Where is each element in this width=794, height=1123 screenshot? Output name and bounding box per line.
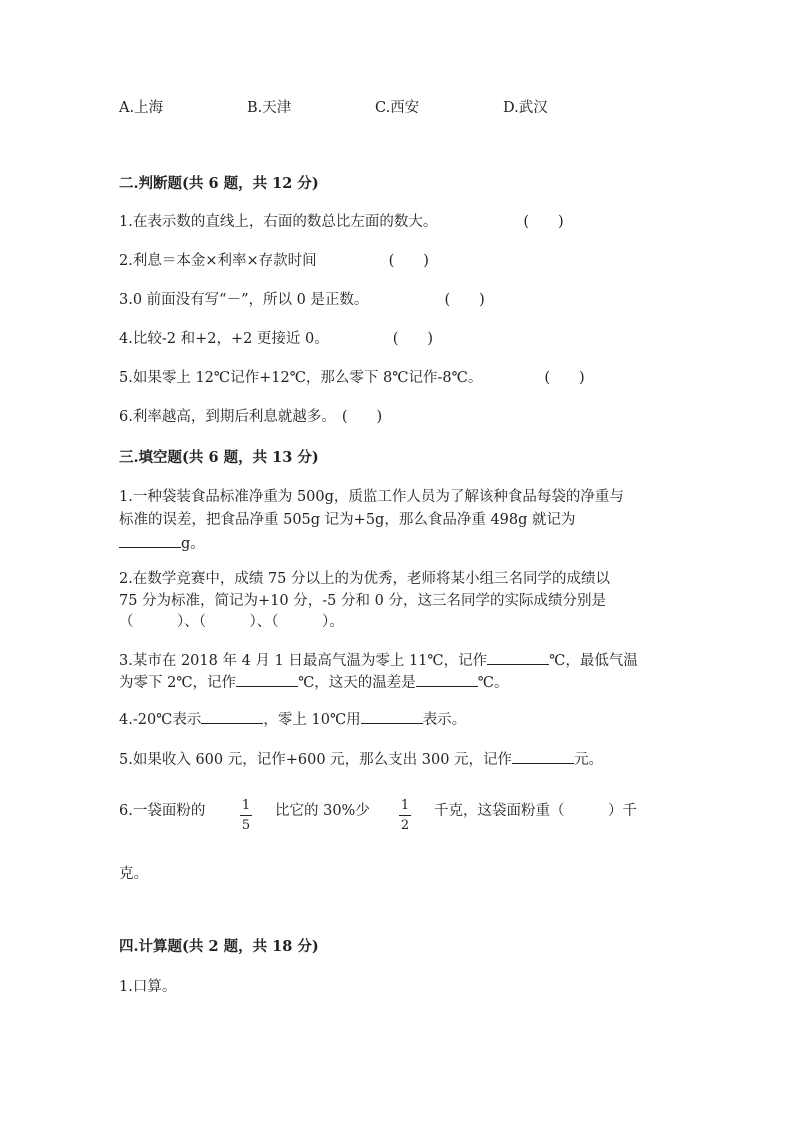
option-d: D.武汉	[503, 100, 548, 116]
option-c: C.西安	[375, 100, 420, 116]
fill-q1-unit: g。	[181, 536, 205, 552]
fraction-1-numerator: 1	[241, 798, 251, 813]
fraction-2-denominator: 2	[400, 818, 410, 833]
judge-question-2	[119, 251, 429, 271]
fill-q3-text-a: 3.某市在 2018 年 4 月 1 日最高气温为零上 11℃，记作	[119, 653, 488, 669]
fill-q4-blank-1	[201, 709, 263, 724]
fill-q1-line1: 1.一种袋装食品标准净重为 500g，质监工作人员为了解该种食品每袋的净重与	[119, 489, 624, 505]
fill-q3-line1	[119, 650, 638, 671]
fill-q4-text-b: ，零上 10℃用	[263, 712, 361, 728]
option-b: B.天津	[247, 100, 292, 116]
fill-q2-line1: 2.在数学竞赛中，成绩 75 分以上的为优秀，老师将某小组三名同学的成绩以	[119, 571, 611, 587]
fill-q3-blank-2	[236, 672, 298, 687]
fill-q1-blank	[119, 533, 181, 548]
judge-question-6-text: 6.利率越高，到期后利息就越多。	[119, 409, 336, 425]
fill-q3-line2	[119, 672, 509, 693]
fill-q1-line3	[119, 533, 205, 554]
section-2-title: 二.判断题(共 6 题，共 12 分)	[119, 175, 319, 192]
fill-q3-text-e: ℃。	[477, 675, 509, 691]
judge-question-2-text: 2.利息＝本金×利率×存款时间	[119, 253, 317, 269]
fill-q4	[119, 709, 466, 730]
section-4-title: 四.计算题(共 2 题，共 18 分)	[119, 938, 319, 955]
fill-q5-text-a: 5.如果收入 600 元，记作+600 元，那么支出 300 元，记作	[119, 752, 513, 768]
judge-question-2-paren: ( )	[388, 253, 429, 269]
fraction-1-bar	[240, 815, 252, 816]
judge-question-5-paren: ( )	[544, 370, 585, 386]
fill-q5	[119, 749, 603, 770]
fill-q4-text-a: 4.-20℃表示	[119, 712, 202, 728]
section-3-title: 三.填空题(共 6 题，共 13 分)	[119, 449, 319, 466]
judge-question-1	[119, 212, 564, 232]
judge-question-6-paren: ( )	[341, 409, 383, 425]
fill-q5-text-b: 元。	[574, 752, 604, 768]
fraction-2-numerator: 1	[400, 798, 410, 813]
judge-question-5-text: 5.如果零上 12℃记作+12℃，那么零下 8℃记作-8℃。	[119, 370, 483, 386]
fill-q3-text-d: ℃，这天的温差是	[298, 675, 416, 691]
fill-q3-blank-1	[487, 650, 549, 665]
judge-question-1-paren: ( )	[523, 214, 564, 230]
judge-question-1-text: 1.在表示数的直线上，右面的数总比左面的数大。	[119, 214, 438, 230]
judge-question-3-paren: ( )	[444, 292, 485, 308]
fill-q6-text-d: 克。	[119, 866, 148, 882]
fill-q4-blank-2	[361, 709, 423, 724]
judge-question-3	[119, 290, 485, 310]
fill-q3-blank-3	[416, 672, 478, 687]
fill-q2-line2: 75 分为标准，简记为+10 分，-5 分和 0 分，这三名同学的实际成绩分别是	[119, 593, 606, 609]
fill-q1-line2: 标准的误差，把食品净重 505g 记为+5g，那么食品净重 498g 就记为	[119, 512, 576, 528]
fill-q2-line3: （ ）、（ ）、（ ）。	[119, 614, 344, 630]
option-a: A.上海	[119, 100, 164, 116]
judge-question-4-text: 4.比较-2 和+2，+2 更接近 0。	[119, 331, 329, 347]
fraction-one-fifth	[240, 798, 252, 833]
fraction-one-half	[399, 798, 411, 833]
fill-q4-text-c: 表示。	[422, 712, 467, 728]
judge-question-4	[119, 329, 433, 349]
fill-q6-text-b: 比它的 30%少	[275, 803, 370, 819]
judge-question-4-paren: ( )	[392, 331, 434, 347]
fill-q6-text-a: 6.一袋面粉的	[119, 803, 206, 819]
judge-question-6	[119, 407, 382, 427]
fill-q6-text-c: 千克，这袋面粉重（ ）千	[434, 803, 637, 819]
calc-question-1: 1.口算。	[119, 979, 177, 995]
judge-question-3-text: 3.0 前面没有写“－”，所以 0 是正数。	[119, 292, 369, 308]
fill-q5-blank	[512, 749, 574, 764]
fill-q3-text-b: ℃，最低气温	[549, 653, 638, 669]
judge-question-5	[119, 368, 585, 388]
fraction-2-bar	[399, 815, 411, 816]
fraction-1-denominator: 5	[241, 818, 251, 833]
fill-q3-text-c: 为零下 2℃，记作	[119, 675, 237, 691]
